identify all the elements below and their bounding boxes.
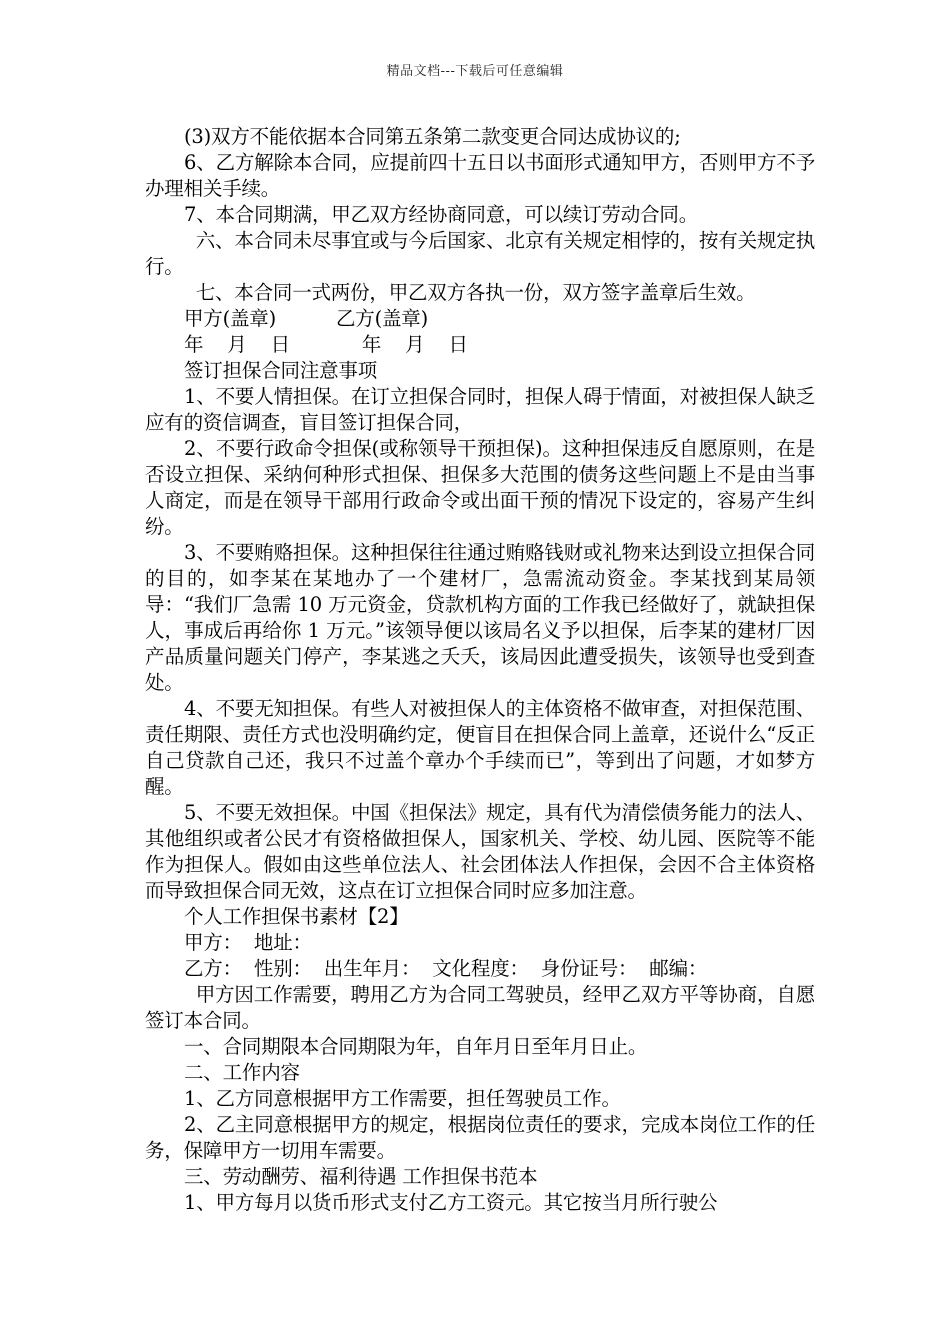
paragraph: 六、本合同未尽事宜或与今后国家、北京有关规定相悖的，按有关规定执行。 <box>145 229 815 278</box>
paragraph: 2、不要行政命令担保(或称领导干预担保)。这种担保违反自愿原则，在是否设立担保、采纳何种形式担保、担保多大范围的债务这些问题上不是由当事人商定，而是在领导干部用行政命令或出面干预的情况下设定的，容易产生纠纷。 <box>145 437 815 538</box>
paragraph: 2、乙主同意根据甲方的规定，根据岗位责任的要求，完成本岗位工作的任务，保障甲方一切用车需要。 <box>145 1113 815 1162</box>
paragraph: 6、乙方解除本合同，应提前四十五日以书面形式通知甲方，否则甲方不予办理相关手续。 <box>145 151 815 200</box>
paragraph: 1、不要人情担保。在订立担保合同时，担保人碍于情面，对被担保人缺乏应有的资信调查，盲目签订担保合同， <box>145 385 815 434</box>
paragraph: 5、不要无效担保。中国《担保法》规定，具有代为清偿债务能力的法人、其他组织或者公民才有资格做担保人，国家机关、学校、幼儿园、医院等不能作为担保人。假如由这些单位法人、社会团体法人作担保，会因不合主体资格而导致担保合同无效，这点在订立担保合同时应多加注意。 <box>145 801 815 902</box>
paragraph: (3)双方不能依据本合同第五条第二款变更合同达成协议的; <box>184 125 681 148</box>
paragraph: 一、合同期限本合同期限为年，自年月日至年月日止。 <box>184 1035 648 1058</box>
paragraph: 1、甲方每月以货币形式支付乙方工资元。其它按当月所行驶公 <box>184 1191 718 1214</box>
paragraph: 3、不要贿赂担保。这种担保往往通过贿赂钱财或礼物来达到设立担保合同的目的，如李某在某地办了一个建材厂，急需流动资金。李某找到某局领导：“我们厂急需 10 万元资金，贷款机构方面的工作我已经做好了，就缺担保人，事成后再给你 1 万元。”该领导便以该局名义予以担保，后李某的建材厂因产品质量问题关门停产，李某逃之夭夭，该局因此遭受损失，该领导也受到查处。 <box>145 541 815 694</box>
section-heading: 签订担保合同注意事项 <box>184 359 378 382</box>
party-b-line: 乙方： 性别： 出生年月： 文化程度： 身份证号： 邮编： <box>184 957 708 980</box>
document-body <box>145 124 815 1216</box>
page-header: 精品文档---下载后可任意编辑 <box>386 64 564 79</box>
paragraph: 1、乙方同意根据甲方工作需要，担任驾驶员工作。 <box>184 1087 621 1110</box>
section-heading: 二、工作内容 <box>184 1061 300 1084</box>
section-heading: 个人工作担保书素材【2】 <box>184 905 409 928</box>
paragraph: 甲方因工作需要，聘用乙方为合同工驾驶员，经甲乙双方平等协商，自愿签订本合同。 <box>145 983 815 1032</box>
section-heading: 三、劳动酬劳、福利待遇 工作担保书范本 <box>184 1165 538 1188</box>
paragraph: 4、不要无知担保。有些人对被担保人的主体资格不做审查，对担保范围、责任期限、责任方式也没明确约定，便盲目在担保合同上盖章，还说什么“反正自己贷款自己还，我只不过盖个章办个手续而已”，等到出了问题，才如梦方醒。 <box>145 697 815 798</box>
paragraph: 7、本合同期满，甲乙双方经协商同意，可以续订劳动合同。 <box>184 203 699 226</box>
signature-line: 甲方(盖章) 乙方(盖章) <box>184 307 429 330</box>
party-a-line: 甲方： 地址： <box>184 931 312 954</box>
paragraph: 七、本合同一式两份，甲乙双方各执一份，双方签字盖章后生效。 <box>195 281 756 304</box>
date-line: 年 月 日 年 月 日 <box>184 333 468 356</box>
